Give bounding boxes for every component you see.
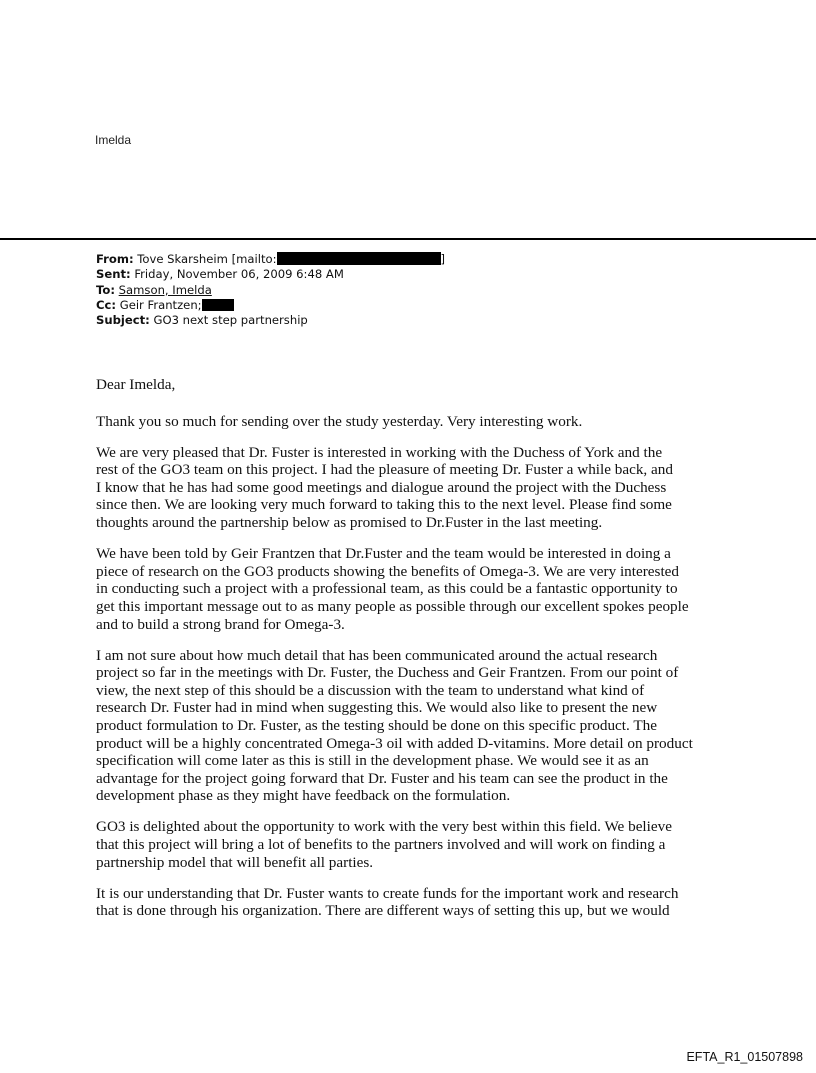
body-line: piece of research on the GO3 products showing the benefits of Omega-3. We are very interested (96, 562, 680, 580)
subject-label: Subject: (96, 313, 150, 328)
cc-row (96, 298, 445, 313)
redacted-email-block (277, 252, 441, 265)
subject-value: GO3 next step partnership (153, 313, 308, 328)
body-line: partnership model that will benefit all parties. (96, 853, 374, 871)
document-id: EFTA_R1_01507898 (686, 1050, 803, 1064)
body-line: that is done through his organization. There are different ways of setting this up, but we would (96, 902, 670, 920)
body-line: product formulation to Dr. Fuster, as the testing should be done on this specific product. The (96, 717, 657, 734)
body-line: view, the next step of this should be a discussion with the team to understand what kind of (96, 681, 645, 699)
paragraph-4 (96, 647, 736, 805)
body-line: that this project will bring a lot of benefits to the partners involved and will work on finding a (96, 836, 666, 854)
body-line: development phase as they might have feedback on the formulation. (96, 787, 511, 805)
to-row (96, 283, 445, 298)
body-line: product will be a highly concentrated Omega-3 oil with added D-vitamins. More detail on product (96, 734, 693, 752)
body-line: I am not sure about how much detail that has been communicated around the actual research (96, 646, 658, 664)
body-line: project so far in the meetings with Dr. Fuster, the Duchess and Geir Frantzen. From our point of (96, 664, 679, 682)
header-divider (0, 238, 816, 240)
salutation: Dear Imelda, (96, 376, 176, 393)
body-line: rest of the GO3 team on this project. I had the pleasure of meeting Dr. Fuster a while back, and (96, 461, 673, 479)
body-line: get this important message out to as many people as possible through our excellent spokes people (96, 597, 689, 615)
cc-label: Cc: (96, 297, 117, 312)
sent-row (96, 267, 445, 282)
cc-value: Geir Frantzen; (119, 297, 202, 312)
body-line: GO3 is delighted about the opportunity to work with the very best within this field. We believe (96, 818, 672, 836)
paragraph-2 (96, 444, 736, 532)
from-value: Tove Skarsheim [mailto: (137, 252, 277, 266)
body-line: and to build a strong brand for Omega-3. (96, 615, 345, 633)
paragraph-6 (96, 885, 736, 920)
body-line: It is our understanding that Dr. Fuster wants to create funds for the important work and research (96, 884, 679, 902)
paragraph-5 (96, 818, 736, 871)
body-line: We have been told by Geir Frantzen that Dr.Fuster and the team would be interested in doing a (96, 545, 671, 563)
body-line: since then. We are looking very much forward to taking this to the next level. Please find some (96, 496, 672, 514)
subject-row (96, 313, 445, 328)
body-line: research Dr. Fuster had in mind when suggesting this. We would also like to present the new (96, 699, 658, 717)
body-line: specification will come later as this is still in the development phase. We would see it as an (96, 752, 649, 770)
body-line: We are very pleased that Dr. Fuster is interested in working with the Duchess of York and the (96, 443, 663, 461)
to-value: Samson, Imelda (118, 282, 212, 297)
paragraph-1 (96, 413, 736, 431)
body-line: advantage for the project going forward that Dr. Fuster and his team can see the product in the (96, 769, 668, 787)
redacted-cc-block (202, 299, 234, 311)
body-line: I know that he has had some good meetings and dialogue around the project with the Duchess (96, 478, 667, 496)
email-body (96, 376, 736, 933)
body-line: in conducting such a project with a professional team, as this could be a fantastic opportunity to (96, 580, 678, 598)
body-line: thoughts around the partnership below as promised to Dr.Fuster in the last meeting. (96, 514, 603, 532)
sent-label: Sent: (96, 267, 131, 282)
to-label: To: (96, 282, 115, 297)
paragraph-3 (96, 545, 736, 633)
from-label: From: (96, 252, 134, 266)
recipient-name: Imelda (95, 133, 132, 147)
sent-value: Friday, November 06, 2009 6:48 AM (134, 267, 344, 282)
body-line: Thank you so much for sending over the study yesterday. Very interesting work. (96, 412, 583, 430)
from-row (96, 252, 445, 267)
from-close: ] (440, 252, 446, 266)
email-header (96, 252, 445, 328)
